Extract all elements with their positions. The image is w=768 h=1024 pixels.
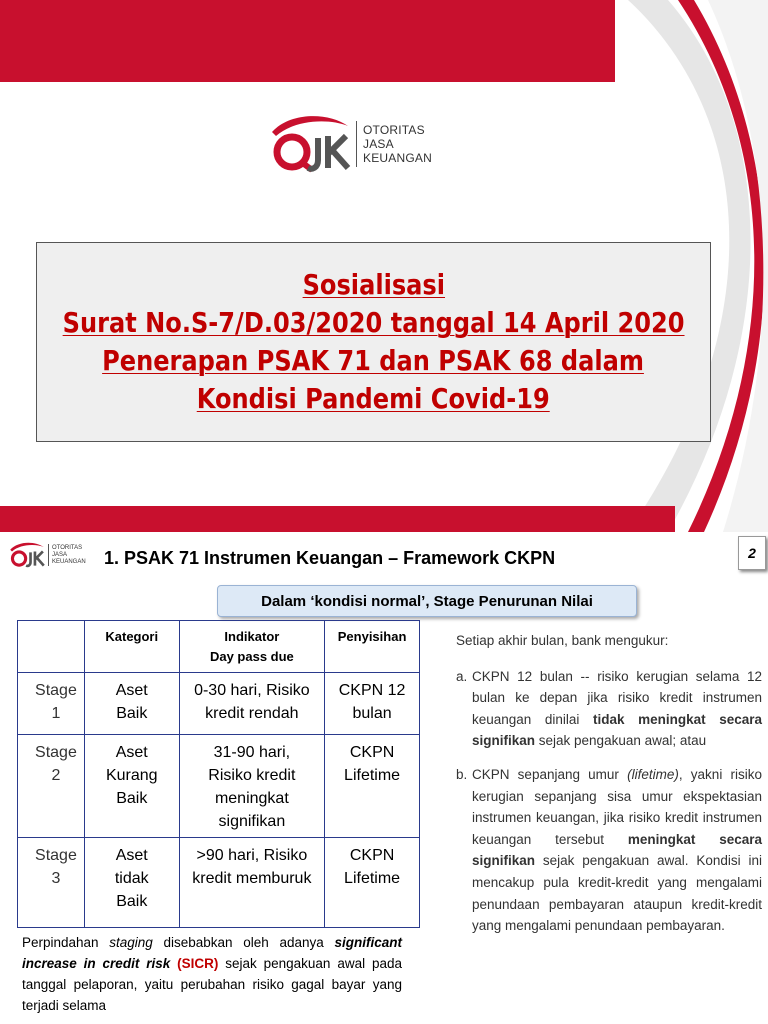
ojk-logo-small-mark-icon bbox=[8, 540, 46, 570]
kategori-line: Baik bbox=[116, 705, 148, 722]
penyisihan-cell bbox=[325, 838, 420, 928]
kategori-line: Baik bbox=[116, 790, 148, 807]
penyisihan-cell bbox=[325, 673, 420, 735]
header-indikator bbox=[179, 621, 325, 673]
indikator-line: signifikan bbox=[218, 813, 286, 830]
stage-label: Stage bbox=[35, 847, 77, 864]
indikator-line: >90 hari, Risiko bbox=[196, 847, 308, 864]
penyisihan-line: bulan bbox=[352, 705, 392, 722]
cover-title-line-3: Penerapan PSAK 71 dan PSAK 68 dalam bbox=[102, 344, 645, 377]
kategori-line: tidak bbox=[114, 870, 149, 887]
list-item-label: a. bbox=[456, 668, 468, 684]
para-text: disebabkan oleh adanya bbox=[152, 935, 335, 950]
item-text: sejak pengakuan awal. Kondisi ini mencakup pula kredit-kredit yang mengalami penundaan pembayaran ataupun kredit-kredit yang mengalami penundaan pembayaran. bbox=[472, 853, 762, 934]
header-kategori: Kategori bbox=[84, 621, 179, 673]
penyisihan-line: Lifetime bbox=[344, 767, 401, 784]
page-number-badge: 2 bbox=[738, 536, 766, 570]
item-text: , yakni risiko kerugian sepanjang sisa umur ekspektasian instrumen keuangan, jika risiko kredit instrumen keuangan tersebut bbox=[472, 766, 762, 847]
table-row bbox=[18, 735, 420, 838]
slide-title: 1. PSAK 71 Instrumen Keuangan – Framework CKPN bbox=[104, 548, 556, 568]
logo-word-2: JASA bbox=[363, 137, 394, 151]
logo-divider bbox=[356, 121, 357, 167]
cover-title-box bbox=[36, 242, 711, 442]
ojk-logo-mark-icon bbox=[268, 110, 352, 178]
penyisihan-line: CKPN bbox=[349, 744, 395, 761]
logo-small-divider bbox=[48, 544, 49, 566]
penyisihan-cell bbox=[325, 735, 420, 838]
stage-number: 2 bbox=[51, 767, 61, 784]
header-stage bbox=[18, 621, 85, 673]
para-sicr-acronym: (SICR) bbox=[170, 956, 219, 971]
indikator-line: 31-90 hari, bbox=[213, 744, 291, 761]
kategori-line: Aset bbox=[115, 744, 148, 761]
table-row bbox=[18, 673, 420, 735]
measurement-explanation bbox=[456, 630, 762, 949]
stage-cell bbox=[18, 673, 85, 735]
logo-word-1: OTORITAS bbox=[363, 123, 425, 137]
cover-title-line-1: Sosialisasi bbox=[302, 268, 445, 301]
logo-small-word-1: OTORITAS bbox=[52, 544, 83, 551]
penyisihan-line: CKPN 12 bbox=[338, 682, 406, 699]
para-italic: staging bbox=[109, 935, 153, 950]
table-row bbox=[18, 838, 420, 928]
kategori-line: Baik bbox=[116, 893, 148, 910]
list-item-text bbox=[472, 764, 762, 937]
logo-wordmark bbox=[363, 123, 432, 165]
header-penyisihan: Penyisihan bbox=[325, 621, 420, 673]
list-item bbox=[456, 666, 762, 752]
stage-number: 3 bbox=[51, 870, 61, 887]
ckpn-stage-table bbox=[17, 620, 420, 928]
logo-small-word-3: KEUANGAN bbox=[52, 558, 86, 565]
kategori-cell bbox=[84, 735, 179, 838]
kategori-line: Aset bbox=[115, 847, 148, 864]
indikator-line: kredit memburuk bbox=[192, 870, 312, 887]
item-text: CKPN 12 bulan -- risiko kerugian selama 12 bulan ke depan jika risiko kredit instrumen keuangan dinilai bbox=[472, 668, 762, 727]
logo-small-wordmark bbox=[52, 545, 86, 566]
list-item-label: b. bbox=[456, 766, 468, 782]
item-text: CKPN sepanjang umur bbox=[472, 766, 628, 782]
stage-label: Stage bbox=[35, 744, 77, 761]
penyisihan-line: Lifetime bbox=[344, 870, 401, 887]
item-italic: (lifetime) bbox=[627, 766, 679, 782]
stage-cell bbox=[18, 735, 85, 838]
indikator-cell bbox=[179, 673, 325, 735]
stage-cell bbox=[18, 838, 85, 928]
logo-small-word-2: JASA bbox=[52, 551, 68, 558]
para-text: Perpindahan bbox=[22, 935, 110, 950]
bottom-red-band bbox=[0, 506, 675, 532]
kategori-line: Kurang bbox=[105, 767, 158, 784]
top-red-band bbox=[0, 0, 615, 82]
measurement-intro: Setiap akhir bulan, bank mengukur: bbox=[456, 633, 669, 648]
indikator-line: Risiko kredit bbox=[208, 767, 296, 784]
kategori-cell bbox=[84, 838, 179, 928]
stage-banner: Dalam ‘kondisi normal’, Stage Penurunan Nilai bbox=[217, 585, 637, 617]
header-indikator-line-1: Indikator bbox=[224, 629, 280, 644]
indikator-line: 0-30 hari, Risiko bbox=[194, 682, 310, 699]
penyisihan-line: CKPN bbox=[349, 847, 395, 864]
ojk-logo-small bbox=[8, 540, 86, 570]
para-text: sejak pengakuan awal pada tanggal pelaporan, yaitu perubahan risiko gagal bayar yang terjadi selama bbox=[22, 956, 402, 1013]
table-header-row bbox=[18, 621, 420, 673]
cover-title-line-2: Surat No.S-7/D.03/2020 tanggal 14 April 2020 bbox=[62, 306, 685, 339]
content-slide bbox=[0, 532, 768, 1024]
stage-number: 1 bbox=[51, 705, 61, 722]
item-bold: meningkat secara signifikan bbox=[472, 831, 763, 869]
cover-title-line-4: Kondisi Pandemi Covid-19 bbox=[196, 382, 550, 415]
indikator-cell bbox=[179, 735, 325, 838]
para-sicr-term: significant increase in credit risk bbox=[22, 935, 402, 971]
item-bold: tidak meningkat secara signifikan bbox=[472, 711, 762, 749]
stage-label: Stage bbox=[35, 682, 77, 699]
item-text: sejak pengakuan awal; atau bbox=[535, 733, 707, 749]
indikator-cell bbox=[179, 838, 325, 928]
indikator-line: kredit rendah bbox=[205, 705, 299, 722]
kategori-line: Aset bbox=[115, 682, 148, 699]
list-item-text bbox=[472, 666, 762, 752]
staging-paragraph bbox=[22, 932, 402, 1016]
list-item bbox=[456, 764, 762, 937]
logo-word-3: KEUANGAN bbox=[363, 151, 432, 165]
kategori-cell bbox=[84, 673, 179, 735]
indikator-line: meningkat bbox=[214, 790, 289, 807]
ojk-logo bbox=[268, 110, 432, 178]
header-indikator-line-2: Day pass due bbox=[209, 649, 294, 664]
